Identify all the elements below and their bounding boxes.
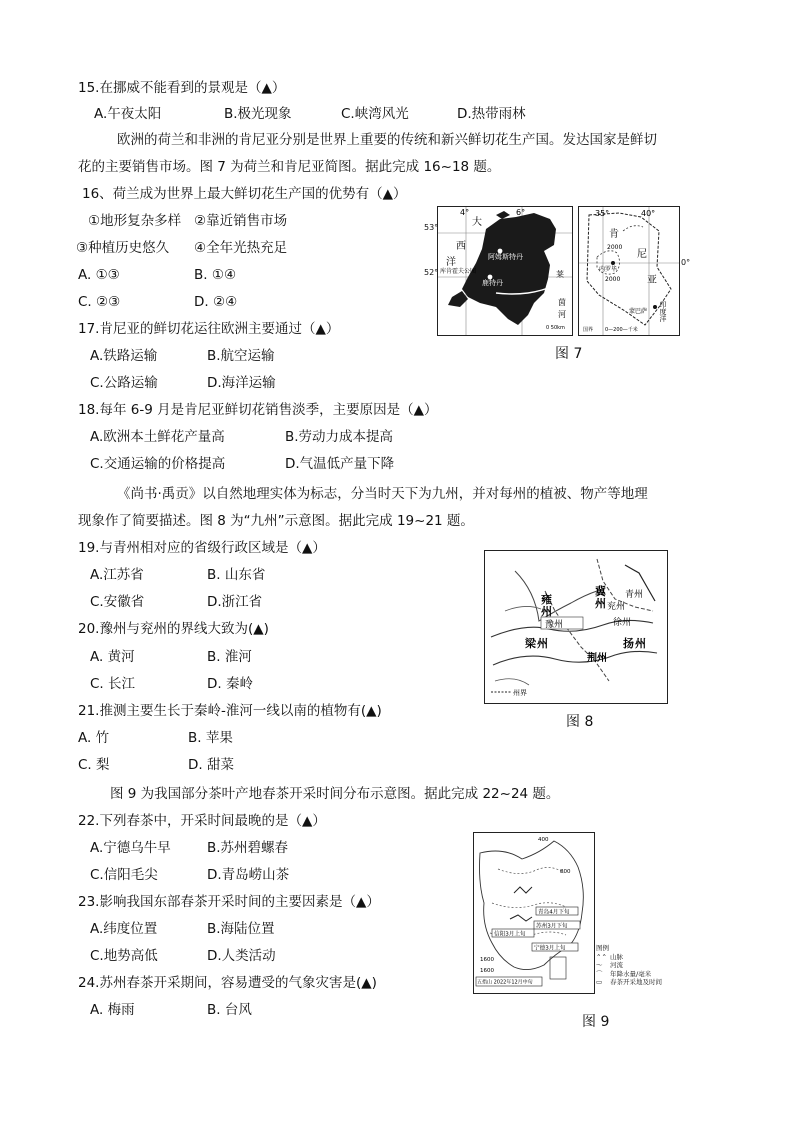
fig9-tag-suzhou: 苏州3月下旬 <box>536 923 568 930</box>
nl-rhine-1: 莱 <box>556 270 564 279</box>
q22-option-d: D.青岛崂山茶 <box>207 867 290 883</box>
q15-option-c: C.峡湾风光 <box>341 106 409 122</box>
fig9-isoline-1600b: 1600 <box>480 968 494 974</box>
ke-contour-1: 2000 <box>607 244 623 251</box>
fig8-legend: 州界 <box>513 689 527 697</box>
q19-stem: 19.与青州相对应的省级行政区域是（▲） <box>78 540 326 556</box>
fig7-lat-0: 0° <box>681 258 691 267</box>
fig8-yan: 兖州 <box>607 602 626 612</box>
q22-option-c: C.信阳毛尖 <box>90 867 158 883</box>
intro-16-18-line1: 欧洲的荷兰和非洲的肯尼亚分别是世界上重要的传统和新兴鲜切花生产国。发达国家是鲜切 <box>117 132 657 148</box>
ke-lon-40: 40° <box>641 209 656 218</box>
nl-sea-1: 大 <box>472 217 482 228</box>
q19-option-d: D.浙江省 <box>207 594 263 610</box>
intro-19-21-line2: 现象作了简要描述。图 8 为“九州”示意图。据此完成 19~21 题。 <box>78 513 474 529</box>
fig9-tag-qingdao: 青岛4月下旬 <box>538 909 570 916</box>
q18-option-a: A.欧洲本土鲜花产量高 <box>90 429 225 445</box>
fig8-xu: 徐州 <box>613 618 632 628</box>
q20-option-b: B. 淮河 <box>207 649 252 665</box>
fig7-netherlands-map <box>437 206 573 336</box>
nl-city-amsterdam: 阿姆斯特丹 <box>488 253 523 261</box>
nl-lon-6: 6° <box>516 208 526 217</box>
fig9-legend-mountain: ⌃⌃ 山脉 <box>596 952 623 961</box>
fig8-liang-2: 州 <box>537 637 548 650</box>
q19-option-b: B. 山东省 <box>207 567 266 583</box>
q18-option-b: B.劳动力成本提高 <box>285 429 394 445</box>
tea-site-icon: ▭ <box>596 978 603 986</box>
q23-option-b: B.海陆位置 <box>207 921 275 937</box>
fig7-kenya-map <box>578 206 680 336</box>
nl-sea-2: 西 <box>456 241 466 252</box>
ke-city-mombasa: 蒙巴萨 <box>629 308 648 315</box>
q15-option-d: D.热带雨林 <box>457 106 526 122</box>
nl-rhine-2: 茵 <box>558 298 566 307</box>
ke-label-1: 肯 <box>609 229 619 240</box>
q22-stem: 22.下列春茶中，开采时间最晚的是（▲） <box>78 813 326 829</box>
fig8-ji-2: 州 <box>595 597 606 610</box>
fig9-tag-wuzhishan: 五指山 2022年12月中旬 <box>477 979 533 986</box>
ke-legend-border: 国界 <box>583 327 594 333</box>
river-icon: ～ <box>596 961 603 969</box>
q16-option-b: B. ①④ <box>194 267 237 283</box>
fig9-spring-tea-map <box>473 832 595 994</box>
nl-city-rotterdam: 鹿特丹 <box>482 279 503 287</box>
q16-item-3: ③种植历史悠久 <box>76 240 170 256</box>
q16-stem: 16、荷兰成为世界上最大鲜切花生产国的优势有（▲） <box>82 186 407 202</box>
fig7-lat-52: 52° <box>424 268 439 277</box>
intro-16-18-line2: 花的主要销售市场。图 7 为荷兰和肯尼亚简图。据此完成 16~18 题。 <box>78 159 501 175</box>
fig9-legend-river: ～ 河流 <box>596 961 623 969</box>
fig8-ji-1: 冀 <box>595 585 606 598</box>
ke-contour-2: 2000 <box>605 276 621 283</box>
nl-scale: 0 50km <box>546 325 565 331</box>
mountain-range-icon: ⌃⌃ <box>596 952 607 961</box>
q20-option-d: D. 秦岭 <box>207 676 253 692</box>
q18-option-c: C.交通运输的价格提高 <box>90 456 226 472</box>
fig8-yang-2: 州 <box>635 637 646 650</box>
intro-22-24-line1: 图 9 为我国部分茶叶产地春茶开采时间分布示意图。据此完成 22~24 题。 <box>110 786 560 802</box>
fig9-legend <box>596 944 682 992</box>
q15-option-a: A.午夜太阳 <box>94 106 162 122</box>
fig7-lat-53: 53° <box>424 223 439 232</box>
q22-option-b: B.苏州碧螺春 <box>207 840 289 856</box>
q23-option-c: C.地势高低 <box>90 948 158 964</box>
ke-label-3: 亚 <box>647 275 657 286</box>
q19-option-c: C.安徽省 <box>90 594 145 610</box>
q16-item-2: ②靠近销售市场 <box>194 213 288 229</box>
q17-option-a: A.铁路运输 <box>90 348 158 364</box>
q24-stem: 24.苏州春茶开采期间，容易遭受的气象灾害是(▲) <box>78 975 377 991</box>
fig8-qing: 青州 <box>625 590 644 600</box>
q15-option-b: B.极光现象 <box>224 106 292 122</box>
q24-option-a: A. 梅雨 <box>90 1002 135 1018</box>
q24-option-b: B. 台风 <box>207 1002 252 1018</box>
q21-option-d: D. 甜菜 <box>188 757 234 773</box>
q19-option-a: A.江苏省 <box>90 567 144 583</box>
ke-label-2: 尼 <box>637 249 647 260</box>
q21-option-c: C. 梨 <box>78 757 110 773</box>
q16-item-4: ④全年光热充足 <box>194 240 288 256</box>
fig7-caption: 图 7 <box>555 346 583 362</box>
q15-stem: 15.在挪威不能看到的景观是（▲） <box>78 80 286 96</box>
fig9-isoline-1600a: 1600 <box>480 957 494 963</box>
netherlands-landmass <box>462 213 556 325</box>
intro-19-21-line1: 《尚书·禹贡》以自然地理实体为标志，分当时天下为九州，并对每州的植被、物产等地理 <box>117 486 648 502</box>
q21-option-b: B. 苹果 <box>188 730 233 746</box>
isoline-icon: ⌒ <box>596 969 603 978</box>
fig9-isoline-400: 400 <box>538 837 549 843</box>
fig8-yu: 豫州 <box>545 620 564 630</box>
q17-stem: 17.肯尼亚的鲜切花运往欧洲主要通过（▲） <box>78 321 340 337</box>
fig9-legend-precip: ⌒ 年降水量/毫米 <box>596 969 652 978</box>
fig8-yong-2: 州 <box>541 605 552 618</box>
q18-stem: 18.每年 6-9 月是肯尼亚鲜切花销售淡季，主要原因是（▲） <box>78 402 438 418</box>
q18-option-d: D.气温低产量下降 <box>285 456 395 472</box>
q16-item-1: ①地形复杂多样 <box>88 213 182 229</box>
q17-option-d: D.海洋运输 <box>207 375 276 391</box>
ke-city-nairobi: 内罗毕 <box>599 266 618 273</box>
fig9-tag-xinyang: 信阳3月上旬 <box>494 931 526 938</box>
q20-stem: 20.豫州与兖州的界线大致为(▲) <box>78 621 269 637</box>
q16-option-d: D. ②④ <box>194 294 238 310</box>
q23-option-d: D.人类活动 <box>207 948 276 964</box>
q16-option-a: A. ①③ <box>78 267 120 283</box>
q21-option-a: A. 竹 <box>78 730 110 746</box>
fig8-yong-1: 雍 <box>541 593 552 606</box>
fig8-caption: 图 8 <box>566 714 594 730</box>
q20-option-a: A. 黄河 <box>90 649 135 665</box>
ke-legend-scale: 0—200—千米 <box>605 327 638 333</box>
fig8-liang-1: 梁 <box>525 637 536 650</box>
q16-option-c: C. ②③ <box>78 294 121 310</box>
q17-option-b: B.航空运输 <box>207 348 275 364</box>
fig8-jing: 荆州 <box>587 653 607 664</box>
nl-sea-3: 洋 <box>446 257 456 268</box>
q20-option-c: C. 长江 <box>90 676 136 692</box>
ke-label-4: 印度洋 <box>659 301 667 322</box>
fig9-legend-tea: ▭ 春茶开采地及时间 <box>596 978 662 986</box>
fig9-tag-ningde: 宁德3月上旬 <box>534 945 566 952</box>
nl-keukenhof: 库肯霍夫公园 <box>440 268 477 275</box>
fig9-isoline-800: 800 <box>560 869 571 875</box>
q21-stem: 21.推测主要生长于秦岭-淮河一线以南的植物有(▲) <box>78 703 382 719</box>
q17-option-c: C.公路运输 <box>90 375 158 391</box>
fig9-caption: 图 9 <box>582 1014 610 1030</box>
fig9-legend-title: 图例 <box>596 944 609 952</box>
q22-option-a: A.宁德乌牛早 <box>90 840 171 856</box>
fig8-jiuzhou-map <box>484 550 668 704</box>
q23-stem: 23.影响我国东部春茶开采时间的主要因素是（▲） <box>78 894 380 910</box>
ke-lon-35: 35° <box>595 209 610 218</box>
nl-lon-4: 4° <box>460 208 470 217</box>
nl-rhine-3: 河 <box>558 310 566 319</box>
fig8-yang-1: 扬 <box>623 637 634 650</box>
q23-option-a: A.纬度位置 <box>90 921 158 937</box>
